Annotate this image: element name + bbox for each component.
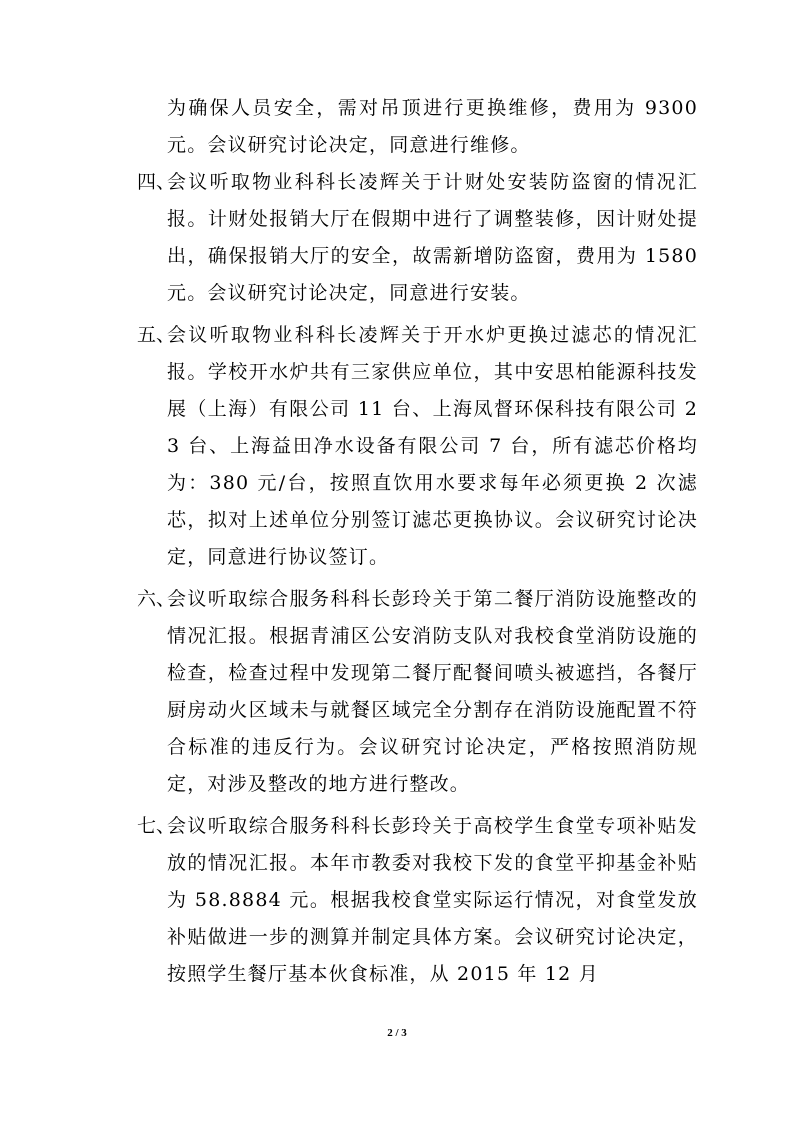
continuation-paragraph [0,90,794,164]
list-item-text: 会议听取综合服务科科长彭玲关于第二餐厅消防设施整改的情况汇报。根据青浦区公安消防支队对我校食堂消防设施的检查，检查过程中发现第二餐厅配餐间喷头被遮挡，各餐厅厨房动火区域未与就餐区域完全分割存在消防设施配置不符合标准的违反行为。会议研究讨论决定，严格按照消防规定，对涉及整改的地方进行整改。 [167,588,698,795]
list-item-marker: 五、 [137,324,176,346]
continuation-text: 为确保人员安全，需对吊顶进行更换维修，费用为 9300 元。会议研究讨论决定，同意进行维修。 [167,97,698,156]
list-item [0,808,794,993]
list-item [0,581,794,803]
list-item [0,317,794,576]
list-item-text: 会议听取物业科科长凌辉关于开水炉更换过滤芯的情况汇报。学校开水炉共有三家供应单位，其中安思柏能源科技发展（上海）有限公司 11 台、上海凤督环保科技有限公司 23 台、上海益田净水设备有限公司 7 台，所有滤芯价格均为：380 元/台，按照直饮用水要求每年必须更换 2 次滤芯，拟对上述单位分别签订滤芯更换协议。会议研究讨论决定，同意进行协议签订。 [167,324,698,568]
page-number: 2 / 3 [387,1027,407,1039]
document-body [0,90,794,993]
list-item-marker: 四、 [137,171,176,193]
list-item-marker: 七、 [137,815,176,837]
list-item-marker: 六、 [137,588,176,610]
list-item [0,164,794,312]
list-item-text: 会议听取物业科科长凌辉关于计财处安装防盗窗的情况汇报。计财处报销大厅在假期中进行了调整装修，因计财处提出，确保报销大厅的安全，故需新增防盗窗，费用为 1580 元。会议研究讨论决定，同意进行安装。 [167,171,698,304]
list-item-text: 会议听取综合服务科科长彭玲关于高校学生食堂专项补贴发放的情况汇报。本年市教委对我校下发的食堂平抑基金补贴为 58.8884 元。根据我校食堂实际运行情况，对食堂发放补贴做进一步的测算并制定具体方案。会议研究讨论决定，按照学生餐厅基本伙食标准，从 2015 年 12 月 [167,815,698,985]
